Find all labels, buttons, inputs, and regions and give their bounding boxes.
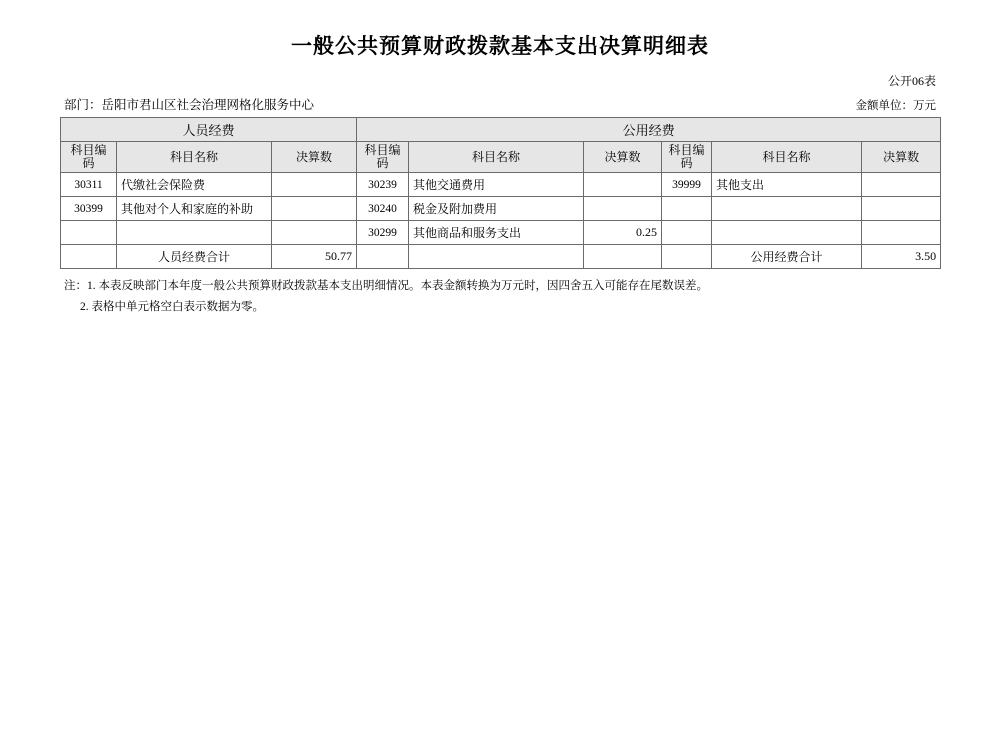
budget-table	[60, 117, 941, 269]
col-header-name-2: 科目名称	[409, 142, 584, 173]
cell-empty	[662, 245, 712, 269]
table-row	[61, 221, 941, 245]
cell-public-name-a: 其他交通费用	[409, 173, 584, 197]
document-page	[0, 30, 1000, 736]
note-2: 2. 表格中单元格空白表示数据为零。	[80, 300, 264, 313]
cell-public-name-a: 其他商品和服务支出	[409, 221, 584, 245]
cell-personnel-name: 代缴社会保险费	[117, 173, 272, 197]
cell-personnel-code: 30311	[61, 173, 117, 197]
col-header-amount-2: 决算数	[584, 142, 662, 173]
page-title: 一般公共预算财政拨款基本支出决算明细表	[291, 34, 709, 58]
cell-empty	[357, 245, 409, 269]
col-header-amount-1: 决算数	[272, 142, 357, 173]
cell-public-amount-b	[862, 173, 941, 197]
cell-public-amount-a	[584, 173, 662, 197]
cell-public-code-a: 30299	[357, 221, 409, 245]
column-header-row	[61, 142, 941, 173]
cell-personnel-name	[117, 221, 272, 245]
cell-public-name-b	[712, 221, 862, 245]
cell-public-name-b: 其他支出	[712, 173, 862, 197]
cell-personnel-name: 其他对个人和家庭的补助	[117, 197, 272, 221]
cell-public-amount-a: 0.25	[584, 221, 662, 245]
col-header-code-3: 科目编码	[662, 142, 712, 173]
cell-personnel-amount	[272, 197, 357, 221]
cell-empty	[61, 245, 117, 269]
personnel-total-amount: 50.77	[272, 245, 357, 269]
group-header-public: 公用经费	[357, 118, 941, 142]
unit-label: 金额单位：万元	[855, 100, 936, 112]
col-header-name-3: 科目名称	[712, 142, 862, 173]
col-header-code-2: 科目编码	[357, 142, 409, 173]
personnel-total-label: 人员经费合计	[117, 245, 272, 269]
notes-block	[60, 276, 940, 316]
cell-empty	[409, 245, 584, 269]
meta-row	[60, 95, 940, 113]
cell-public-amount-a	[584, 197, 662, 221]
sheet-code: 公开06表	[887, 74, 936, 88]
cell-public-code-a: 30240	[357, 197, 409, 221]
col-header-amount-3: 决算数	[862, 142, 941, 173]
cell-public-code-b	[662, 221, 712, 245]
cell-personnel-amount	[272, 221, 357, 245]
cell-public-amount-b	[862, 197, 941, 221]
table-row	[61, 173, 941, 197]
department-label: 部门：岳阳市君山区社会治理网格化服务中心	[64, 98, 315, 112]
cell-empty	[584, 245, 662, 269]
group-header-personnel: 人员经费	[61, 118, 357, 142]
cell-personnel-code: 30399	[61, 197, 117, 221]
cell-public-amount-b	[862, 221, 941, 245]
col-header-code-1: 科目编码	[61, 142, 117, 173]
cell-public-name-b	[712, 197, 862, 221]
note-1: 注：1. 本表反映部门本年度一般公共预算财政拨款基本支出明细情况。本表金额转换为万元时，因四舍五入可能存在尾数误差。	[64, 280, 708, 293]
cell-public-code-b	[662, 197, 712, 221]
cell-public-name-a: 税金及附加费用	[409, 197, 584, 221]
table-row	[61, 197, 941, 221]
group-header-row	[61, 118, 941, 142]
col-header-name-1: 科目名称	[117, 142, 272, 173]
cell-personnel-code	[61, 221, 117, 245]
totals-row	[61, 245, 941, 269]
cell-public-code-b: 39999	[662, 173, 712, 197]
cell-public-code-a: 30239	[357, 173, 409, 197]
public-total-amount: 3.50	[862, 245, 941, 269]
cell-personnel-amount	[272, 173, 357, 197]
public-total-label: 公用经费合计	[712, 245, 862, 269]
